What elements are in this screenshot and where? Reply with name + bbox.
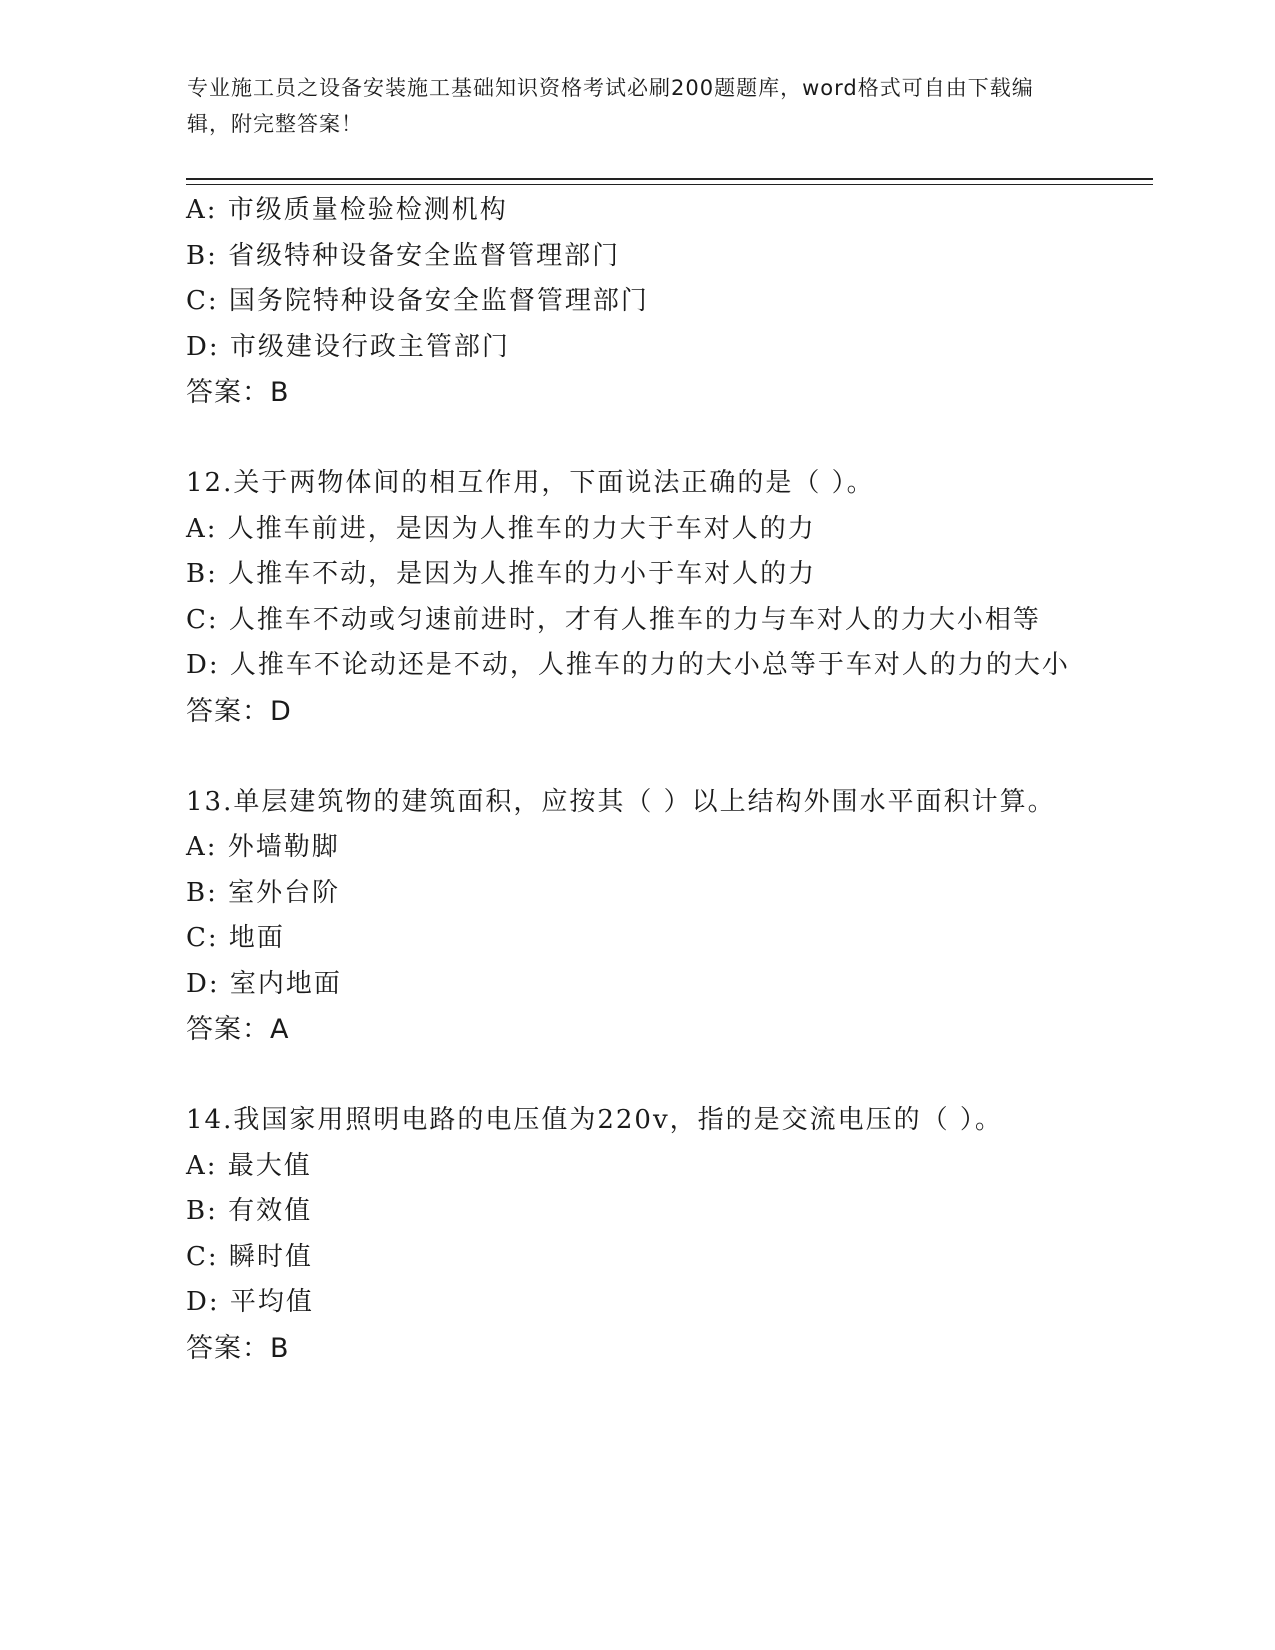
option-b: B: 室外台阶 bbox=[186, 877, 341, 908]
spacer bbox=[186, 416, 1086, 462]
question-block-14 bbox=[186, 1098, 1086, 1371]
option-b: B: 省级特种设备安全监督管理部门 bbox=[186, 240, 621, 271]
question-text: 13.单层建筑物的建筑面积，应按其（ ）以上结构外围水平面积计算。 bbox=[186, 786, 1056, 817]
question-block-11 bbox=[186, 188, 1086, 416]
option-c: C: 人推车不动或匀速前进时，才有人推车的力与车对人的力大小相等 bbox=[186, 604, 1041, 635]
question-text: 12.关于两物体间的相互作用，下面说法正确的是（ ）。 bbox=[186, 468, 875, 498]
answer: 答案：B bbox=[186, 1332, 290, 1364]
question-list bbox=[186, 188, 1086, 1371]
spacer bbox=[186, 734, 1086, 780]
option-d: D: 室内地面 bbox=[186, 968, 342, 999]
header-divider bbox=[186, 178, 1153, 185]
option-b: B: 人推车不动，是因为人推车的力小于车对人的力 bbox=[186, 559, 817, 589]
answer: 答案：B bbox=[186, 377, 290, 408]
option-a: A: 外墙勒脚 bbox=[186, 832, 340, 862]
question-text: 14.我国家用照明电路的电压值为220v，指的是交流电压的（ ）。 bbox=[186, 1105, 1003, 1135]
option-a: A: 人推车前进，是因为人推车的力大于车对人的力 bbox=[186, 513, 816, 544]
option-b: B: 有效值 bbox=[186, 1196, 313, 1226]
answer: 答案：D bbox=[186, 695, 292, 727]
spacer bbox=[186, 1053, 1086, 1099]
option-a: A: 最大值 bbox=[186, 1150, 312, 1181]
question-block-13 bbox=[186, 780, 1086, 1053]
page-header: 专业施工员之设备安装施工基础知识资格考试必刷200题题库，word格式可自由下载编辑，附完整答案！ bbox=[187, 76, 1034, 136]
question-block-12 bbox=[186, 461, 1086, 734]
answer: 答案：A bbox=[186, 1014, 290, 1045]
option-d: D: 平均值 bbox=[186, 1287, 314, 1317]
option-d: D: 市级建设行政主管部门 bbox=[186, 331, 510, 362]
option-d: D: 人推车不论动还是不动，人推车的力的大小总等于车对人的力的大小 bbox=[186, 650, 1070, 680]
option-c: C: 瞬时值 bbox=[186, 1241, 313, 1272]
option-c: C: 地面 bbox=[186, 923, 285, 953]
option-c: C: 国务院特种设备安全监督管理部门 bbox=[186, 286, 649, 316]
option-a: A: 市级质量检验检测机构 bbox=[186, 195, 508, 225]
